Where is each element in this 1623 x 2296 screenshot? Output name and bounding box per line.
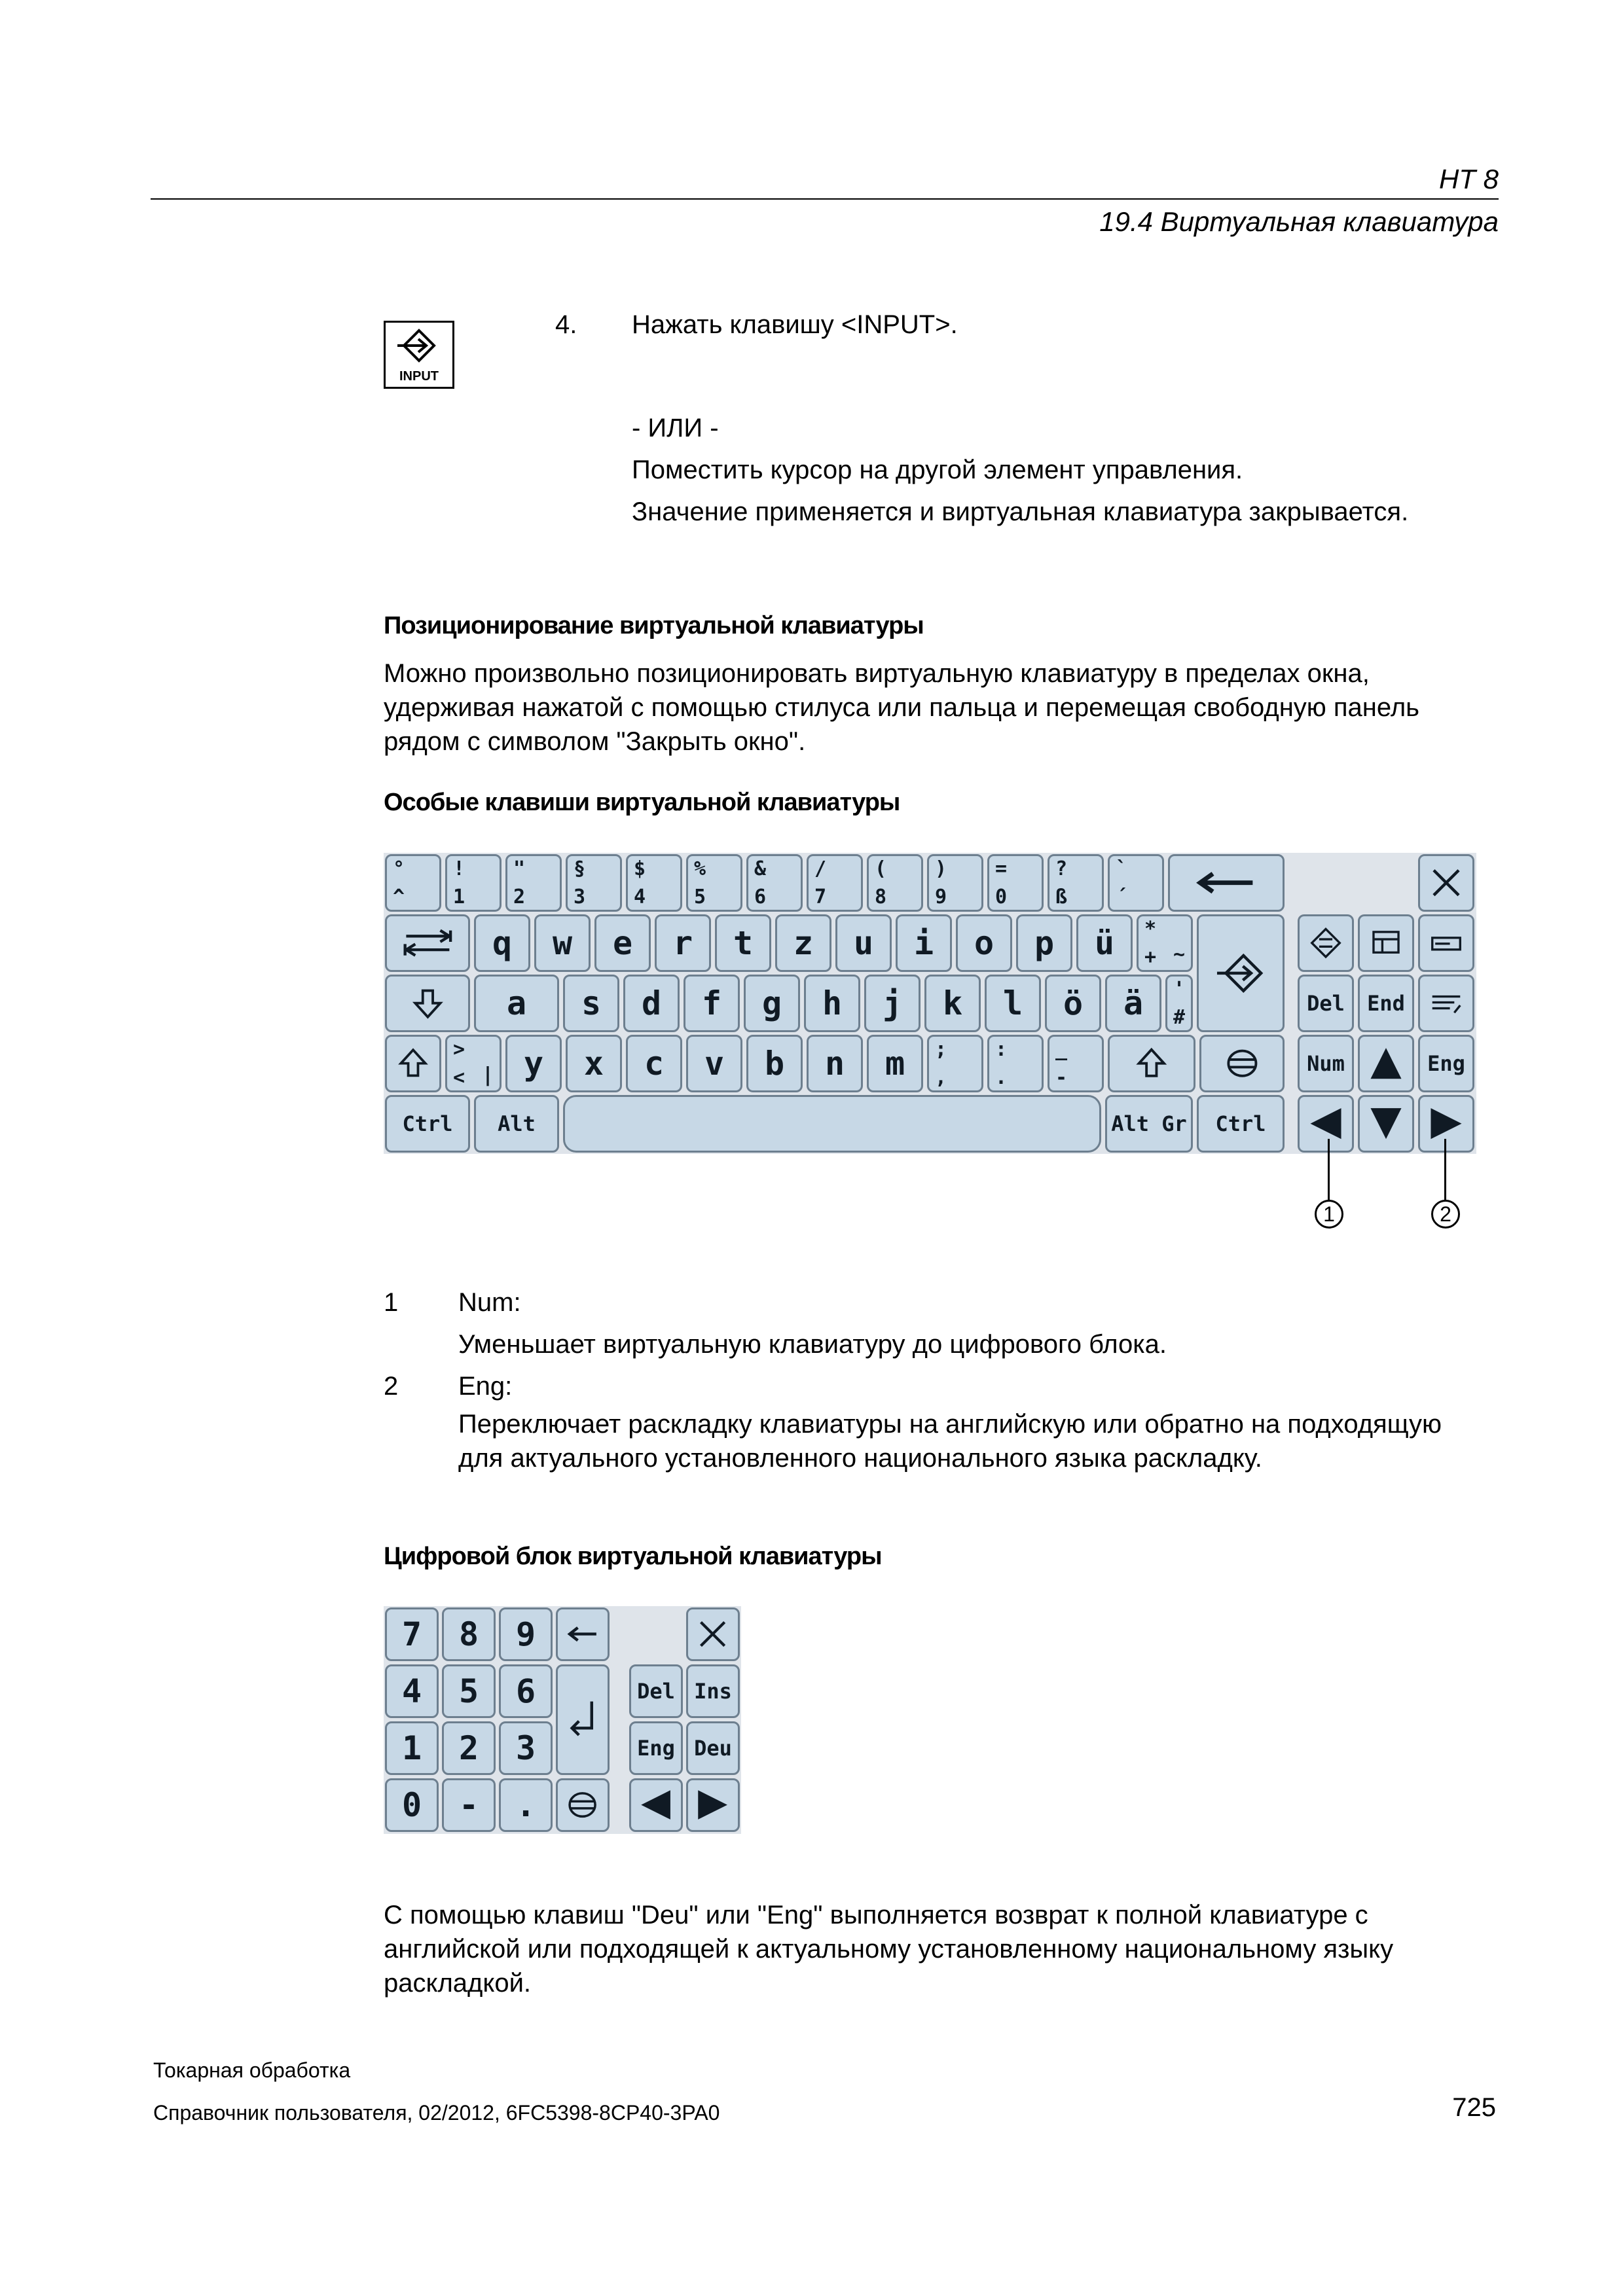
key-a-umlaut[interactable]: ä bbox=[1105, 975, 1161, 1032]
arrow-right-key[interactable] bbox=[1418, 1095, 1474, 1153]
key-3[interactable]: § 3 bbox=[566, 854, 622, 912]
key-o-umlaut[interactable]: ö bbox=[1045, 975, 1101, 1032]
closing-line: английской или подходящей к актуальному установленному национальному языку bbox=[384, 1935, 1394, 1964]
alt-text-1: Поместить курсор на другой элемент управления. bbox=[632, 456, 1243, 484]
shift-arrow-icon bbox=[395, 1045, 431, 1082]
callout-1: 1 bbox=[1315, 1200, 1343, 1229]
key-q[interactable]: q bbox=[474, 914, 530, 972]
closing-paragraph bbox=[384, 1898, 1393, 2000]
backspace-arrow-icon bbox=[565, 1617, 600, 1651]
numpad-arrow-right-key[interactable] bbox=[686, 1778, 740, 1832]
callout-line-1 bbox=[1328, 1139, 1330, 1202]
key-x[interactable]: x bbox=[566, 1035, 622, 1092]
insert-mode-key[interactable] bbox=[1298, 914, 1354, 972]
arrow-right-icon bbox=[1428, 1105, 1465, 1142]
input-key-icon bbox=[384, 321, 454, 389]
key-degree[interactable]: ° ^ bbox=[385, 854, 441, 912]
key-8[interactable]: ( 8 bbox=[867, 854, 923, 912]
numpad-ins-key[interactable]: Ins bbox=[686, 1664, 740, 1718]
shift-arrow-icon bbox=[1122, 1045, 1181, 1082]
caps-lock-key[interactable] bbox=[385, 975, 470, 1032]
arrow-up-icon bbox=[1368, 1045, 1404, 1082]
virtual-keyboard bbox=[384, 853, 1476, 1154]
virtual-numpad bbox=[384, 1606, 741, 1834]
positioning-line: удерживая нажатой с помощью стилуса или пальца и перемещая свободную панель bbox=[384, 693, 1419, 722]
arrow-down-key[interactable] bbox=[1358, 1095, 1414, 1153]
key-o[interactable]: o bbox=[956, 914, 1012, 972]
alt-text-2: Значение применяется и виртуальная клавиатура закрывается. bbox=[632, 497, 1409, 526]
numpad-6[interactable]: 6 bbox=[499, 1664, 553, 1718]
edit-key[interactable] bbox=[1418, 914, 1474, 972]
key-sharp-s[interactable]: ? ß bbox=[1048, 854, 1104, 912]
key-9[interactable]: ) 9 bbox=[927, 854, 983, 912]
key-u-umlaut[interactable]: ü bbox=[1076, 914, 1133, 972]
positioning-line: Можно произвольно позиционировать виртуальную клавиатуру в пределах окна, bbox=[384, 659, 1370, 688]
num-key[interactable]: Num bbox=[1298, 1035, 1354, 1092]
tab-arrows-icon bbox=[399, 924, 456, 961]
numpad-4[interactable]: 4 bbox=[385, 1664, 439, 1718]
legend-num-2: 2 bbox=[384, 1372, 399, 1401]
key-k[interactable]: k bbox=[924, 975, 981, 1032]
numpad-reject-key[interactable] bbox=[556, 1778, 610, 1832]
key-0[interactable]: = 0 bbox=[987, 854, 1044, 912]
input-arrow-icon bbox=[1211, 933, 1270, 1013]
key-r[interactable]: r bbox=[655, 914, 711, 972]
positioning-heading: Позиционирование виртуальной клавиатуры bbox=[384, 612, 924, 639]
special-keys-heading: Особые клавиши виртуальной клавиатуры bbox=[384, 789, 900, 816]
shift-key-right[interactable] bbox=[1108, 1035, 1195, 1092]
arrow-up-key[interactable] bbox=[1358, 1035, 1414, 1092]
numpad-7[interactable]: 7 bbox=[385, 1607, 439, 1661]
window-select-icon bbox=[1368, 924, 1404, 961]
numpad-3[interactable]: 3 bbox=[499, 1721, 553, 1775]
page-number: 725 bbox=[1452, 2093, 1496, 2122]
numpad-minus[interactable]: - bbox=[442, 1778, 496, 1832]
key-w[interactable]: w bbox=[534, 914, 591, 972]
enter-input-key[interactable] bbox=[1197, 914, 1285, 1032]
key-y[interactable]: y bbox=[505, 1035, 562, 1092]
close-keyboard-key[interactable] bbox=[1418, 854, 1474, 912]
legend-desc-2 bbox=[458, 1407, 1442, 1475]
space-key[interactable] bbox=[563, 1095, 1101, 1153]
insert-mode-icon bbox=[1307, 924, 1344, 961]
header-rule bbox=[151, 198, 1499, 200]
down-arrow-icon bbox=[399, 984, 456, 1022]
key-m[interactable]: m bbox=[867, 1035, 923, 1092]
legend-num-1: 1 bbox=[384, 1288, 399, 1317]
close-icon bbox=[695, 1617, 730, 1651]
footer-title: Токарная обработка bbox=[153, 2058, 351, 2082]
key-2[interactable]: " 2 bbox=[505, 854, 562, 912]
key-s[interactable]: s bbox=[563, 975, 619, 1032]
end-key[interactable]: End bbox=[1358, 975, 1414, 1032]
ctrl-key-right[interactable]: Ctrl bbox=[1197, 1095, 1285, 1153]
key-h[interactable]: h bbox=[804, 975, 860, 1032]
legend-label-2: Eng: bbox=[458, 1372, 513, 1401]
tab-key[interactable] bbox=[385, 914, 470, 972]
numpad-dot[interactable]: . bbox=[499, 1778, 553, 1832]
numpad-enter-key[interactable] bbox=[556, 1664, 610, 1775]
numpad-arrow-left-key[interactable] bbox=[629, 1778, 683, 1832]
key-a[interactable]: a bbox=[474, 975, 559, 1032]
arrow-down-icon bbox=[1368, 1105, 1404, 1142]
legend-desc-line: Переключает раскладку клавиатуры на английскую или обратно на подходящую bbox=[458, 1410, 1442, 1439]
reject-key[interactable] bbox=[1199, 1035, 1285, 1092]
numpad-5[interactable]: 5 bbox=[442, 1664, 496, 1718]
key-5[interactable]: % 5 bbox=[686, 854, 742, 912]
key-v[interactable]: v bbox=[686, 1035, 742, 1092]
numpad-0[interactable]: 0 bbox=[385, 1778, 439, 1832]
eng-key[interactable]: Eng bbox=[1418, 1035, 1474, 1092]
positioning-text bbox=[384, 656, 1419, 759]
ctrl-key-left[interactable]: Ctrl bbox=[385, 1095, 470, 1153]
callout-line-2 bbox=[1444, 1139, 1446, 1202]
key-n[interactable]: n bbox=[807, 1035, 863, 1092]
key-underscore[interactable]: _ - bbox=[1048, 1035, 1104, 1092]
key-j[interactable]: j bbox=[864, 975, 921, 1032]
edit-field-icon bbox=[1428, 924, 1465, 961]
key-hash[interactable]: ' # bbox=[1165, 975, 1193, 1032]
key-colon[interactable]: : . bbox=[987, 1035, 1044, 1092]
numpad-9[interactable]: 9 bbox=[499, 1607, 553, 1661]
key-angle[interactable]: > < | bbox=[445, 1035, 501, 1092]
numpad-1[interactable]: 1 bbox=[385, 1721, 439, 1775]
close-icon bbox=[1428, 864, 1465, 901]
key-semicolon[interactable]: ; , bbox=[927, 1035, 983, 1092]
key-6[interactable]: & 6 bbox=[746, 854, 803, 912]
key-l[interactable]: l bbox=[985, 975, 1041, 1032]
select-key[interactable] bbox=[1358, 914, 1414, 972]
key-p[interactable]: p bbox=[1016, 914, 1072, 972]
altgr-key[interactable]: Alt Gr bbox=[1105, 1095, 1193, 1153]
step-number: 4. bbox=[555, 310, 577, 339]
key-plus[interactable]: * + ~ bbox=[1137, 914, 1193, 972]
key-7[interactable]: / 7 bbox=[807, 854, 863, 912]
legend-desc-1: Уменьшает виртуальную клавиатуру до цифрового блока. bbox=[458, 1330, 1167, 1359]
footer-manual: Справочник пользователя, 02/2012, 6FC5398-8CP40-3PA0 bbox=[153, 2101, 720, 2125]
alt-key[interactable]: Alt bbox=[474, 1095, 559, 1153]
legend-label-1: Num: bbox=[458, 1288, 521, 1317]
numpad-eng-key[interactable]: Eng bbox=[629, 1721, 683, 1775]
reject-icon bbox=[565, 1787, 600, 1822]
numpad-8[interactable]: 8 bbox=[442, 1607, 496, 1661]
input-key-label: INPUT bbox=[399, 369, 439, 384]
legend-desc-line: для актуального установленного национального языка раскладку. bbox=[458, 1444, 1262, 1473]
key-g[interactable]: g bbox=[744, 975, 800, 1032]
key-f[interactable]: f bbox=[684, 975, 740, 1032]
numpad-del-key[interactable]: Del bbox=[629, 1664, 683, 1718]
edit-list-icon bbox=[1428, 984, 1465, 1022]
del-key[interactable]: Del bbox=[1298, 975, 1354, 1032]
reject-icon bbox=[1214, 1045, 1271, 1082]
numpad-heading: Цифровой блок виртуальной клавиатуры bbox=[384, 1543, 882, 1570]
step-text: Нажать клавишу <INPUT>. bbox=[632, 310, 958, 339]
numpad-deu-key[interactable]: Deu bbox=[686, 1721, 740, 1775]
key-4[interactable]: $ 4 bbox=[626, 854, 682, 912]
numpad-backspace-key[interactable] bbox=[556, 1607, 610, 1661]
chapter-title: HT 8 bbox=[1438, 164, 1499, 194]
closing-line: С помощью клавиш "Deu" или "Eng" выполняется возврат к полной клавиатуре с bbox=[384, 1901, 1368, 1929]
arrow-right-icon bbox=[695, 1787, 730, 1822]
key-c[interactable]: c bbox=[626, 1035, 682, 1092]
enter-return-icon bbox=[565, 1682, 600, 1757]
key-d[interactable]: d bbox=[623, 975, 680, 1032]
edit-list-key[interactable] bbox=[1418, 975, 1474, 1032]
key-b[interactable]: b bbox=[746, 1035, 803, 1092]
backspace-arrow-icon bbox=[1187, 864, 1266, 901]
callout-2: 2 bbox=[1431, 1200, 1460, 1229]
arrow-left-icon bbox=[638, 1787, 673, 1822]
key-z[interactable]: z bbox=[775, 914, 831, 972]
numpad-close-key[interactable] bbox=[686, 1607, 740, 1661]
key-u[interactable]: u bbox=[835, 914, 892, 972]
key-i[interactable]: i bbox=[896, 914, 952, 972]
or-separator: - ИЛИ - bbox=[632, 414, 719, 442]
key-accent[interactable]: ` ´ bbox=[1108, 854, 1164, 912]
key-t[interactable]: t bbox=[715, 914, 771, 972]
closing-line: раскладкой. bbox=[384, 1969, 532, 1998]
section-title: 19.4 Виртуальная клавиатура bbox=[1099, 206, 1499, 237]
key-e[interactable]: e bbox=[594, 914, 651, 972]
numpad-2[interactable]: 2 bbox=[442, 1721, 496, 1775]
arrow-left-key[interactable] bbox=[1298, 1095, 1354, 1153]
shift-key-left[interactable] bbox=[385, 1035, 441, 1092]
key-1[interactable]: ! 1 bbox=[445, 854, 501, 912]
arrow-left-icon bbox=[1307, 1105, 1344, 1142]
backspace-key[interactable] bbox=[1168, 854, 1285, 912]
positioning-line: рядом с символом "Закрыть окно". bbox=[384, 727, 806, 756]
